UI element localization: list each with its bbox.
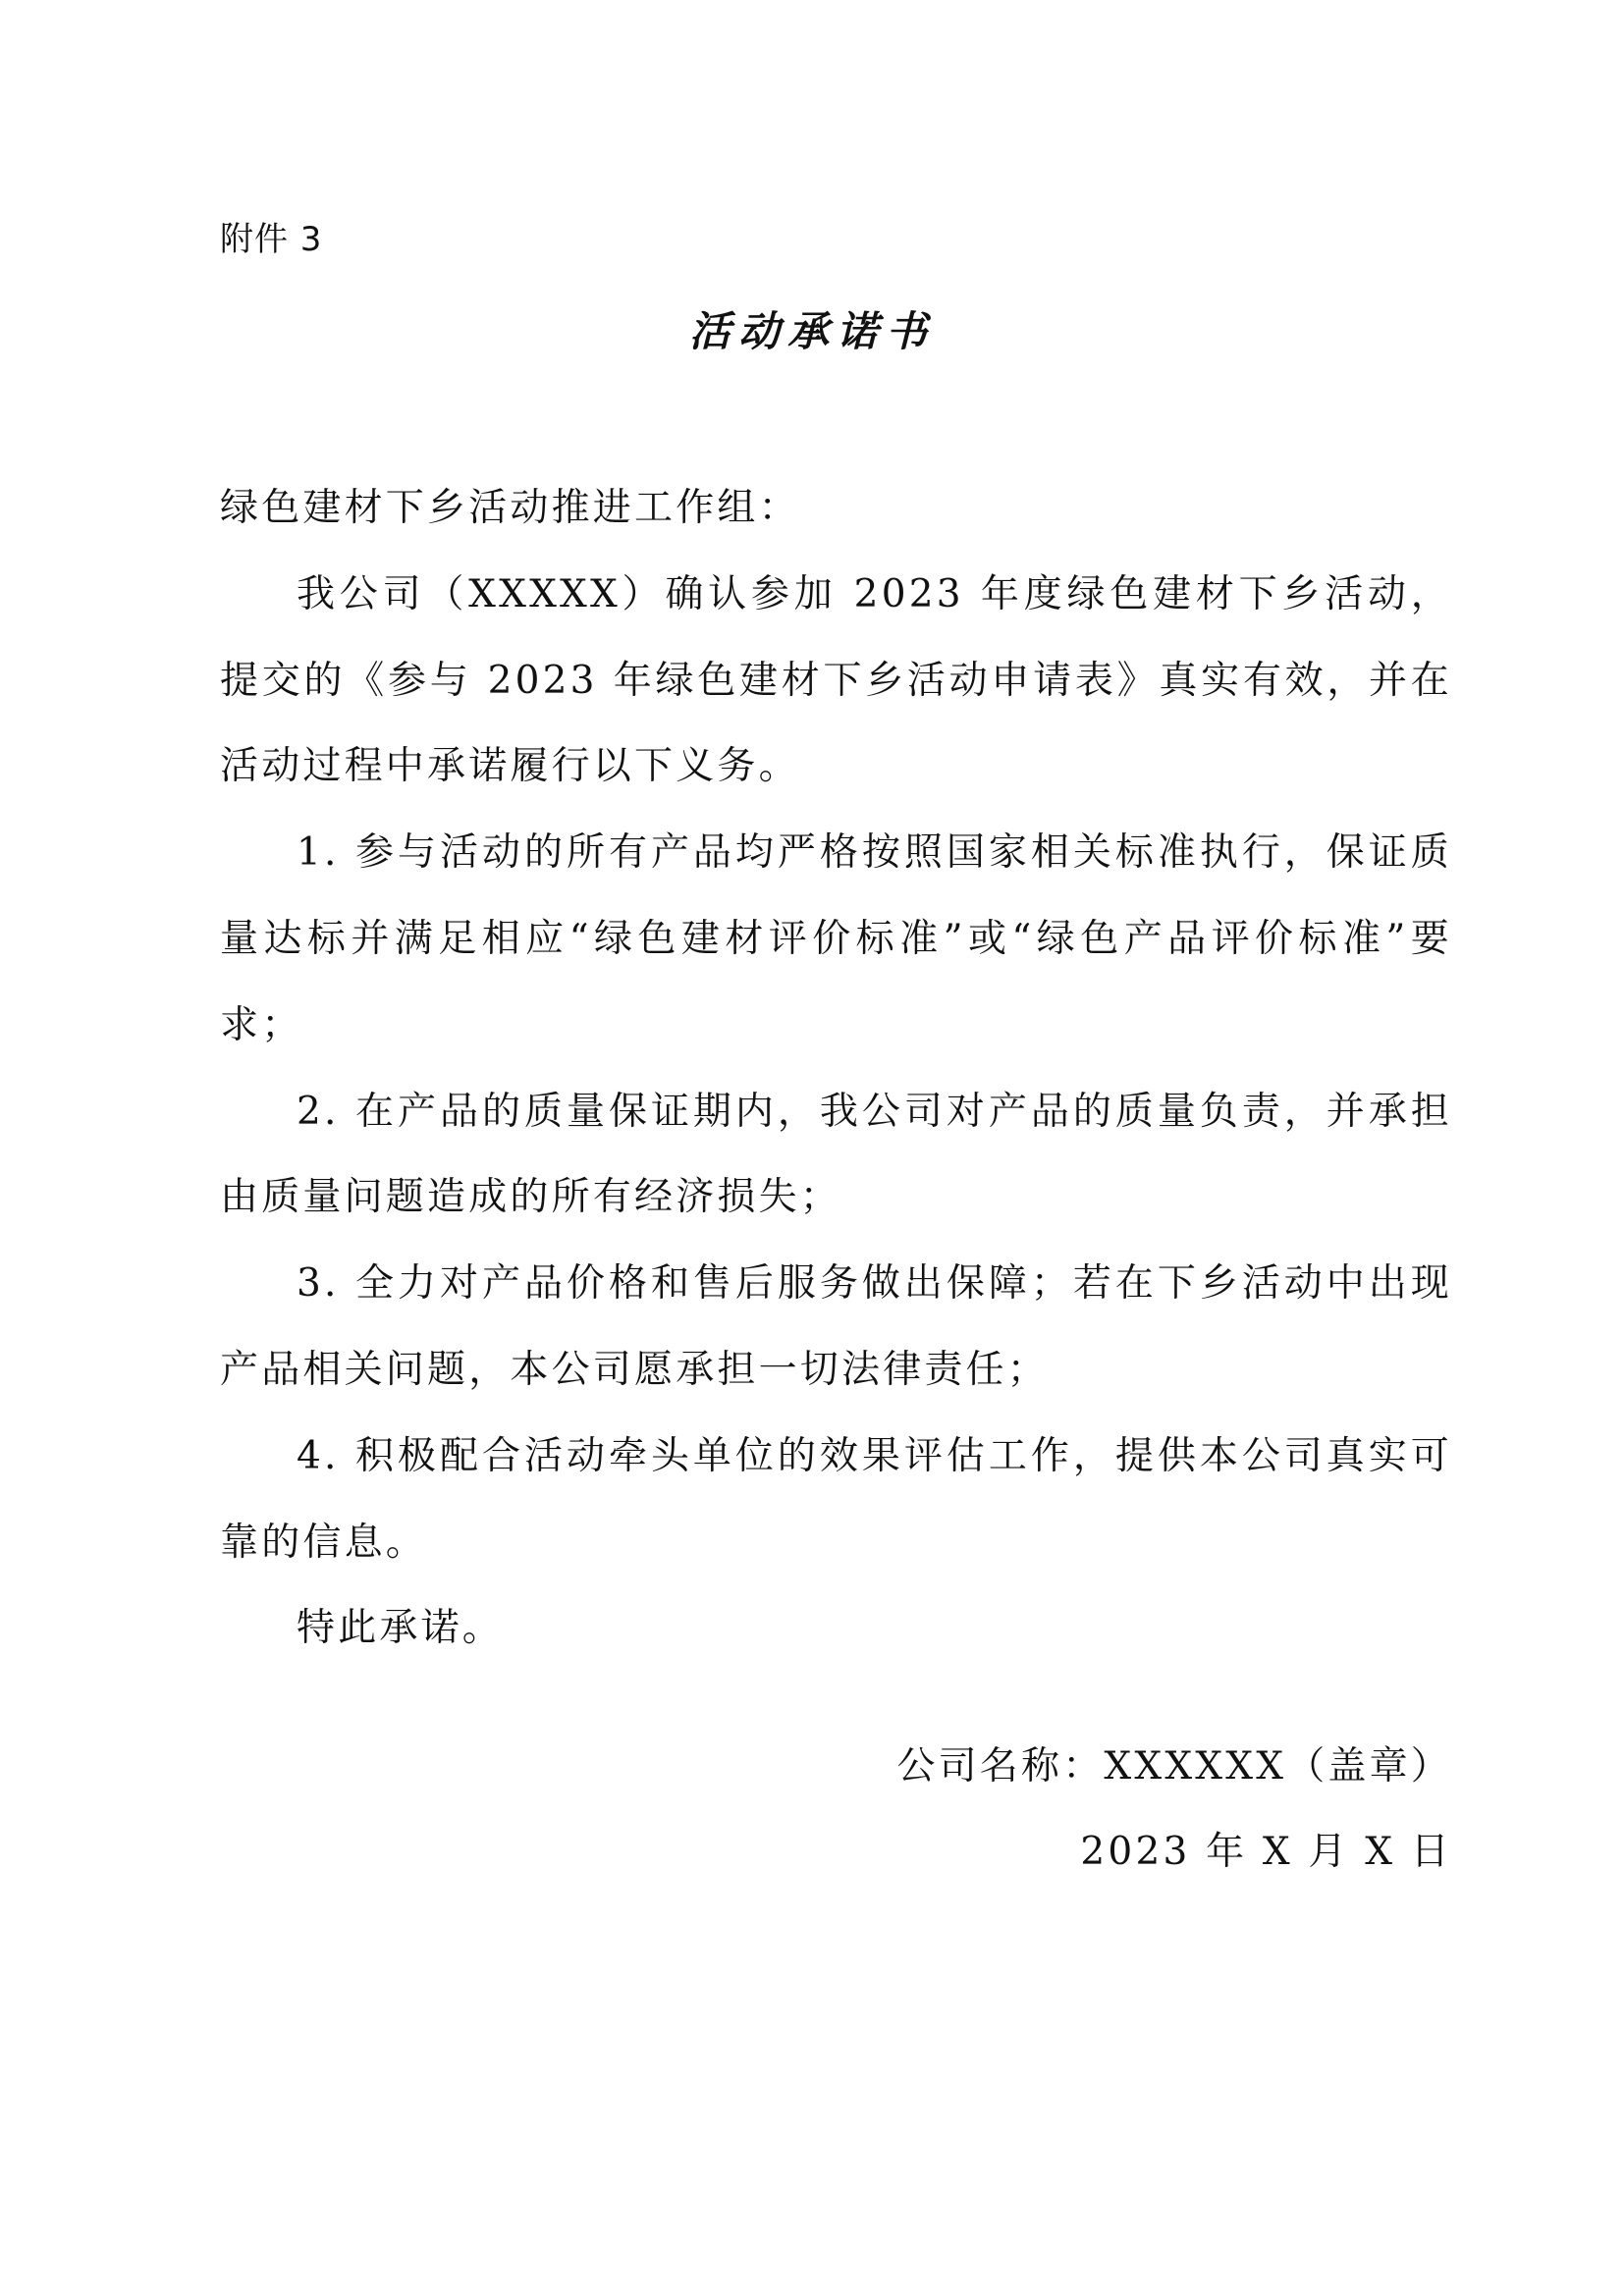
attachment-label: 附件 3 bbox=[220, 220, 323, 259]
commitment-item-1: 1. 参与活动的所有产品均严格按照国家相关标准执行，保证质量达标并满足相应“绿色建材评价标准”或“绿色产品评价标准”要求； bbox=[220, 830, 1452, 1047]
signature-company: 公司名称：XXXXXX（盖章） bbox=[896, 1744, 1452, 1789]
salutation: 绿色建材下乡活动推进工作组： bbox=[220, 486, 800, 530]
signature-date: 2023 年 X 月 X 日 bbox=[1080, 1830, 1452, 1874]
document-body bbox=[220, 465, 1452, 1672]
commitment-item-2: 2. 在产品的质量保证期内，我公司对产品的质量负责，并承担由质量问题造成的所有经济损失； bbox=[220, 1089, 1452, 1220]
commitment-item-3: 3. 全力对产品价格和售后服务做出保障；若在下乡活动中出现产品相关问题，本公司愿承担一切法律责任； bbox=[220, 1261, 1452, 1392]
commitment-item-4: 4. 积极配合活动牵头单位的效果评估工作，提供本公司真实可靠的信息。 bbox=[220, 1433, 1452, 1565]
document-title: 活动承诺书 bbox=[688, 307, 935, 355]
intro-paragraph: 我公司（XXXXX）确认参加 2023 年度绿色建材下乡活动，提交的《参与 2023 年绿色建材下乡活动申请表》真实有效，并在活动过程中承诺履行以下义务。 bbox=[220, 571, 1452, 789]
closing-paragraph: 特此承诺。 bbox=[297, 1606, 505, 1651]
